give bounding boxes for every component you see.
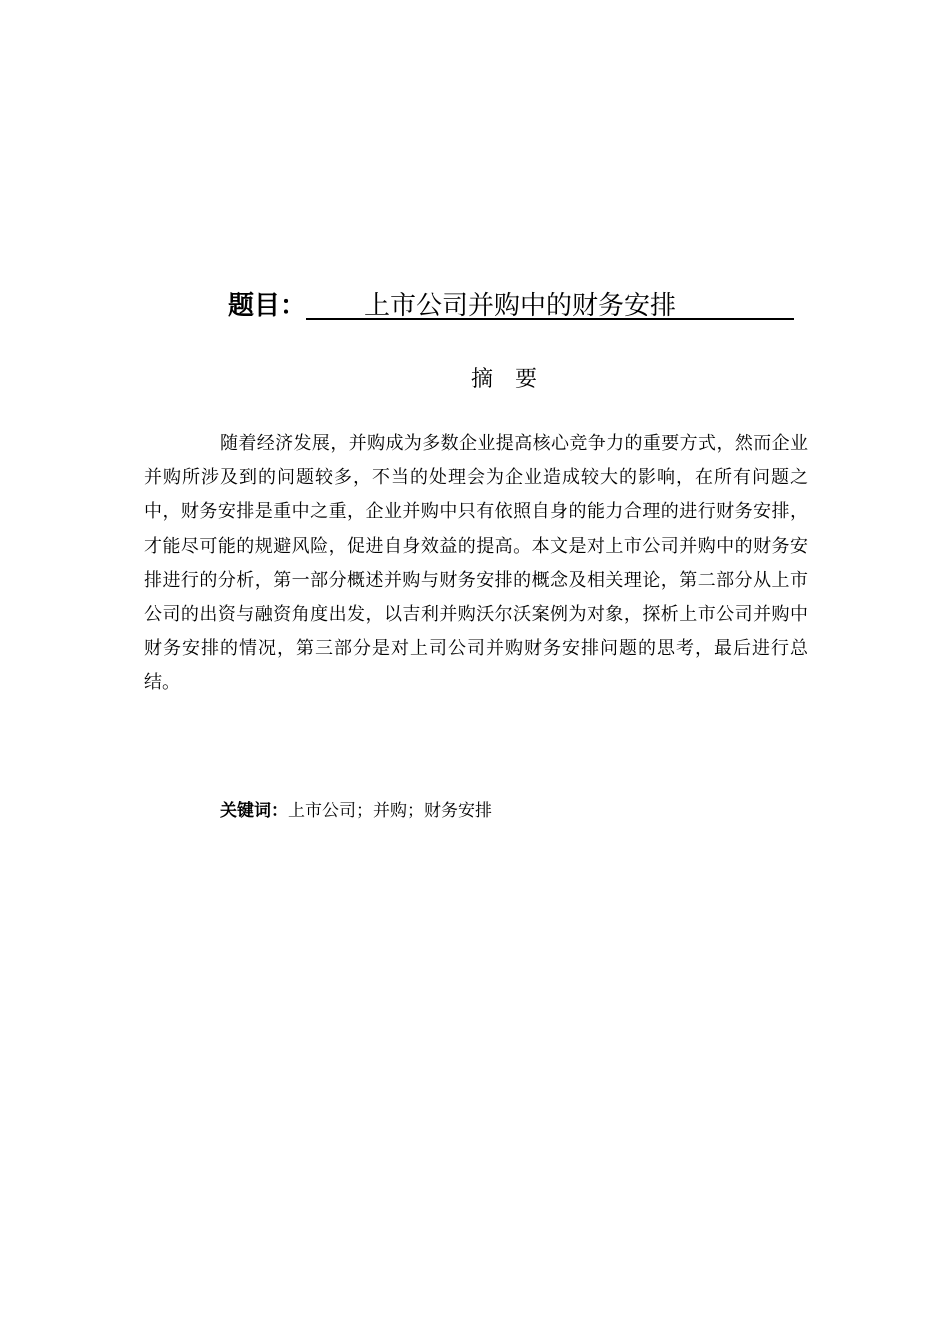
title-underline-field [306,286,794,320]
keywords-line [220,796,492,826]
keywords-label: 关键词： [220,801,288,821]
abstract-body: 随着经济发展，并购成为多数企业提高核心竞争力的重要方式，然而企业并购所涉及到的问题较多，不当的处理会为企业造成较大的影响，在所有问题之中，财务安排是重中之重，企业并购中只有依照自身的能力合理的进行财务安排，才能尽可能的规避风险，促进自身效益的提高。本文是对上市公司并购中的财务安排进行的分析，第一部分概述并购与财务安排的概念及相关理论，第二部分从上市公司的出资与融资角度出发，以吉利并购沃尔沃案例为对象，探析上市公司并购中财务安排的情况，第三部分是对上司公司并购财务安排问题的思考，最后进行总结。 [144,433,808,694]
title-text: 上市公司并购中的财务安排 [364,291,677,321]
abstract-heading: 摘要 [470,367,559,392]
title-label: 题目： [228,291,307,321]
keywords-text: 上市公司；并购；财务安排 [288,801,492,821]
title-row [228,286,808,326]
